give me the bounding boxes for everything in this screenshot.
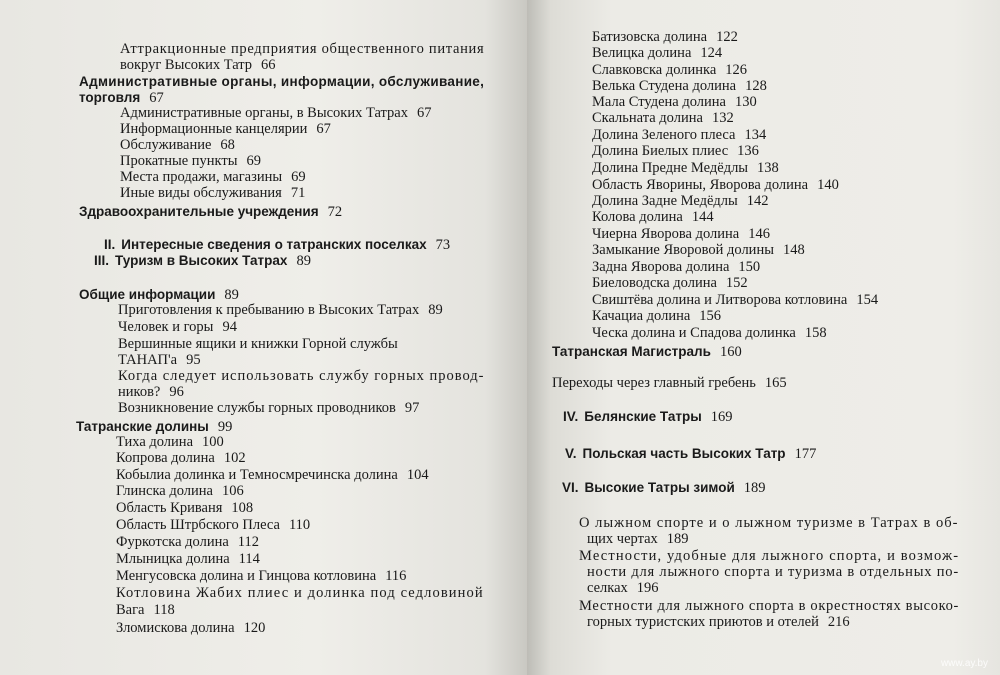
toc-entry-title: Здравоохранительные учреждения — [79, 204, 319, 219]
toc-entry-title: Фуркотска долина — [116, 534, 229, 550]
toc-page-number: 138 — [757, 160, 779, 176]
toc-entry-title: Долина Зеленого плеса — [592, 127, 736, 143]
toc-entry — [552, 375, 787, 392]
toc-page-number: 130 — [734, 94, 757, 110]
toc-page-number: 132 — [711, 110, 734, 126]
toc-page-number: 196 — [636, 580, 659, 596]
toc-entry — [592, 177, 839, 194]
toc-entry — [592, 193, 769, 210]
toc-entry-title: Копрова долина — [116, 450, 215, 466]
toc-entry — [116, 483, 244, 500]
toc-entry — [579, 515, 959, 532]
toc-page-number: 146 — [748, 226, 770, 242]
toc-entry — [116, 568, 406, 585]
toc-entry — [120, 121, 331, 138]
toc-entry-title: Приготовления к пребыванию в Высоких Татрах — [118, 302, 420, 318]
toc-entry — [118, 384, 184, 401]
toc-page-number: 67 — [149, 90, 164, 106]
toc-entry-title: Долина Биелых плиес — [592, 143, 729, 159]
toc-entry — [592, 143, 759, 160]
toc-entry-title: Биеловодска долина — [592, 275, 717, 291]
toc-entry-title: О лыжном спорте и о лыжном туризме в Татрах в об- — [579, 515, 959, 531]
toc-entry — [116, 551, 260, 568]
toc-page-number: 99 — [217, 419, 233, 435]
toc-page-number: 140 — [817, 177, 839, 193]
toc-page-number: 114 — [238, 551, 260, 567]
toc-entry-title: Батизовска долина — [592, 29, 708, 45]
toc-entry-title: селках — [587, 580, 628, 596]
toc-page-number: 128 — [745, 78, 767, 94]
toc-page-number: 136 — [737, 143, 759, 159]
toc-page-number: 68 — [220, 137, 235, 153]
toc-entry — [587, 564, 959, 581]
toc-entry — [116, 517, 310, 534]
toc-entry-title: Котловина Жабих плиес и долинка под седловиной — [116, 585, 484, 601]
toc-entry-title: Млыницка долина — [116, 551, 230, 567]
toc-entry-title: Замыкание Яворовой долины — [592, 242, 774, 258]
toc-page-number: 169 — [710, 409, 733, 425]
toc-entry-title: Глинска долина — [116, 483, 213, 499]
toc-entry-title: Долина Задне Медёдлы — [592, 193, 738, 209]
toc-page-number: 96 — [169, 384, 184, 400]
toc-entry — [592, 29, 738, 46]
toc-entry — [592, 308, 721, 325]
toc-page-number: 156 — [699, 308, 722, 324]
toc-page-number: 189 — [743, 480, 766, 496]
toc-entry-title: Туризм в Высоких Татрах — [115, 253, 288, 268]
toc-entry-title: торговля — [79, 90, 141, 105]
toc-entry-title: Общие информации — [79, 287, 216, 302]
toc-page-number: 73 — [435, 237, 451, 253]
toc-entry-title: Славковска долинка — [592, 62, 717, 78]
toc-entry — [592, 226, 770, 243]
toc-entry — [587, 531, 689, 548]
toc-page-number: 108 — [231, 500, 254, 516]
toc-entry — [116, 534, 259, 551]
toc-page-number: 102 — [223, 450, 246, 466]
right-page — [527, 0, 1000, 675]
toc-entry-title: Места продажи, магазины — [120, 169, 283, 185]
toc-entry — [592, 242, 805, 259]
toc-entry — [592, 259, 760, 276]
toc-entry — [120, 153, 261, 170]
toc-page-number: 69 — [246, 153, 261, 169]
toc-entry — [592, 325, 827, 342]
toc-entry-title: Аттракционные предприятия общественного питания — [120, 41, 485, 57]
toc-entry-title: Прокатные пункты — [120, 153, 238, 169]
toc-page-number: 104 — [406, 467, 429, 483]
toc-entry — [592, 275, 748, 292]
toc-page-number: 116 — [385, 568, 407, 584]
toc-page-number: 106 — [222, 483, 244, 499]
section-number: IV. — [563, 409, 579, 424]
toc-entry-title: Человек и горы — [118, 319, 214, 335]
toc-entry — [120, 57, 276, 74]
toc-page-number: 112 — [237, 534, 260, 550]
toc-entry-title: Вершинные ящики и книжки Горной службы — [118, 336, 398, 352]
toc-page-number: 142 — [746, 193, 769, 209]
toc-entry — [118, 400, 419, 417]
toc-page-number: 148 — [782, 242, 805, 258]
toc-page-number: 165 — [764, 375, 787, 391]
toc-entry — [592, 45, 722, 62]
toc-page-number: 189 — [666, 531, 689, 547]
toc-page-number: 89 — [428, 302, 443, 318]
toc-entry-title: ников? — [118, 384, 161, 400]
section-number: II. — [104, 237, 116, 252]
toc-page-number: 69 — [291, 169, 306, 185]
toc-entry-title: Белянские Татры — [584, 409, 702, 424]
toc-entry — [79, 203, 342, 221]
toc-entry-title: Менгусовска долина и Гинцова котловина — [116, 568, 377, 584]
toc-entry — [116, 467, 429, 484]
toc-entry — [118, 352, 201, 369]
toc-entry — [120, 137, 235, 154]
toc-entry — [116, 620, 265, 637]
toc-page-number: 152 — [725, 275, 748, 291]
toc-entry — [116, 450, 246, 467]
toc-page-number: 126 — [725, 62, 748, 78]
toc-entry-title: Переходы через главный гребень — [552, 375, 756, 391]
toc-page-number: 67 — [416, 105, 432, 121]
toc-page-number: 94 — [222, 319, 237, 335]
toc-entry — [120, 169, 306, 186]
toc-entry-title: Интересные сведения о татранских поселках — [121, 237, 427, 252]
toc-entry-title: Вага — [116, 602, 145, 618]
toc-entry-title: Велька Студена долина — [592, 78, 737, 94]
toc-entry-title: горных туристских приютов и отелей — [587, 614, 819, 630]
toc-page-number: 118 — [153, 602, 175, 618]
toc-entry — [79, 73, 484, 90]
toc-entry-title: Информационные канцелярии — [120, 121, 308, 137]
toc-entry — [592, 209, 714, 226]
toc-entry-title: Тиха долина — [116, 434, 194, 450]
toc-entry-title: Когда следует использовать службу горных провод- — [118, 368, 485, 384]
toc-entry-title: Высокие Татры зимой — [584, 480, 735, 495]
toc-page-number: 97 — [404, 400, 420, 416]
toc-entry — [587, 614, 850, 631]
toc-entry-title: Иные виды обслуживания — [120, 185, 282, 201]
section-number: VI. — [562, 480, 579, 495]
toc-entry — [118, 368, 484, 385]
toc-entry-title: Скальната долина — [592, 110, 703, 126]
toc-entry — [592, 292, 878, 309]
toc-entry-title: Задна Яворова долина — [592, 259, 730, 275]
toc-entry — [565, 445, 816, 463]
toc-page-number: 158 — [804, 325, 827, 341]
toc-entry — [592, 110, 734, 127]
toc-entry-title: Польская часть Высоких Татр — [582, 446, 786, 461]
toc-entry-title: Зломискова долина — [116, 620, 235, 636]
toc-page-number: 67 — [316, 121, 331, 137]
toc-entry-title: Долина Предне Медёдлы — [592, 160, 749, 176]
toc-entry-title: Ческа долина и Спадова долинка — [592, 325, 796, 341]
toc-page-number: 120 — [243, 620, 266, 636]
toc-entry-title: Велицка долина — [592, 45, 692, 61]
toc-entry-title: Колова долина — [592, 209, 683, 225]
toc-entry — [116, 585, 484, 602]
toc-entry — [118, 336, 398, 353]
toc-entry — [94, 252, 311, 270]
toc-entry — [592, 94, 757, 111]
toc-entry-title: Местности для лыжного спорта в окрестностях высоко- — [579, 598, 960, 614]
section-number: V. — [565, 446, 577, 461]
toc-page-number: 154 — [856, 292, 879, 308]
watermark: www.ay.by — [940, 658, 988, 669]
toc-page-number: 124 — [700, 45, 723, 61]
toc-entry — [118, 319, 237, 336]
toc-page-number: 66 — [261, 57, 276, 73]
toc-entry — [592, 127, 766, 144]
toc-entry — [120, 185, 305, 202]
toc-entry-title: Свиштёва долина и Литворова котловина — [592, 292, 848, 308]
toc-entry — [592, 78, 767, 95]
toc-entry — [118, 302, 443, 319]
toc-entry — [116, 500, 253, 517]
toc-entry — [116, 602, 175, 619]
toc-entry-title: Область Яворины, Яворова долина — [592, 177, 809, 193]
toc-page-number: 71 — [290, 185, 306, 201]
toc-page-number: 150 — [738, 259, 761, 275]
toc-entry-title: Область Криваня — [116, 500, 223, 516]
toc-entry — [579, 598, 959, 615]
toc-page-number: 89 — [296, 253, 311, 269]
toc-entry-title: Местности, удобные для лыжного спорта, и возмож- — [579, 548, 960, 564]
toc-page-number: 122 — [716, 29, 738, 45]
toc-page-number: 160 — [719, 344, 742, 360]
toc-entry — [563, 408, 732, 426]
toc-entry — [592, 160, 779, 177]
toc-entry-title: Административные органы, в Высоких Татрах — [120, 105, 408, 121]
toc-entry-title: Кобылиа долинка и Темносмречинска долина — [116, 467, 398, 483]
toc-entry — [587, 580, 659, 597]
toc-entry — [120, 41, 484, 58]
toc-entry-title: Чиерна Яворова долина — [592, 226, 740, 242]
section-number: III. — [94, 253, 110, 268]
toc-entry-title: Возникновение службы горных проводников — [118, 400, 396, 416]
toc-page-number: 216 — [827, 614, 850, 630]
toc-page-number: 95 — [186, 352, 201, 368]
toc-entry — [552, 343, 742, 361]
toc-entry-title: ности для лыжного спорта и туризма в отдельных по- — [587, 564, 959, 580]
toc-page-number: 110 — [288, 517, 311, 533]
toc-page-number: 89 — [224, 287, 239, 303]
toc-entry-title: Область Штрбского Плеса — [116, 517, 280, 533]
toc-entry-title: Обслуживание — [120, 137, 212, 153]
toc-entry-title: Качациа долина — [592, 308, 691, 324]
toc-page-number: 144 — [691, 209, 714, 225]
toc-page-number: 177 — [794, 446, 817, 462]
toc-entry-title: щих чертах — [587, 531, 658, 547]
toc-entry-title: Административные органы, информации, обслуживание, — [79, 74, 485, 89]
toc-entry-title: Татранские долины — [76, 419, 209, 434]
toc-page-number: 72 — [327, 204, 343, 220]
toc-entry — [579, 548, 959, 565]
toc-page-number: 134 — [744, 127, 767, 143]
toc-entry — [562, 479, 766, 497]
toc-entry — [120, 105, 431, 122]
toc-entry-title: ТАНАП'а — [118, 352, 178, 368]
toc-entry-title: Мала Студена долина — [592, 94, 726, 110]
toc-entry-title: Татранская Магистраль — [552, 344, 711, 359]
toc-entry — [592, 62, 747, 79]
toc-page-number: 100 — [202, 434, 224, 450]
toc-entry-title: вокруг Высоких Татр — [120, 57, 253, 73]
toc-entry — [116, 434, 224, 451]
